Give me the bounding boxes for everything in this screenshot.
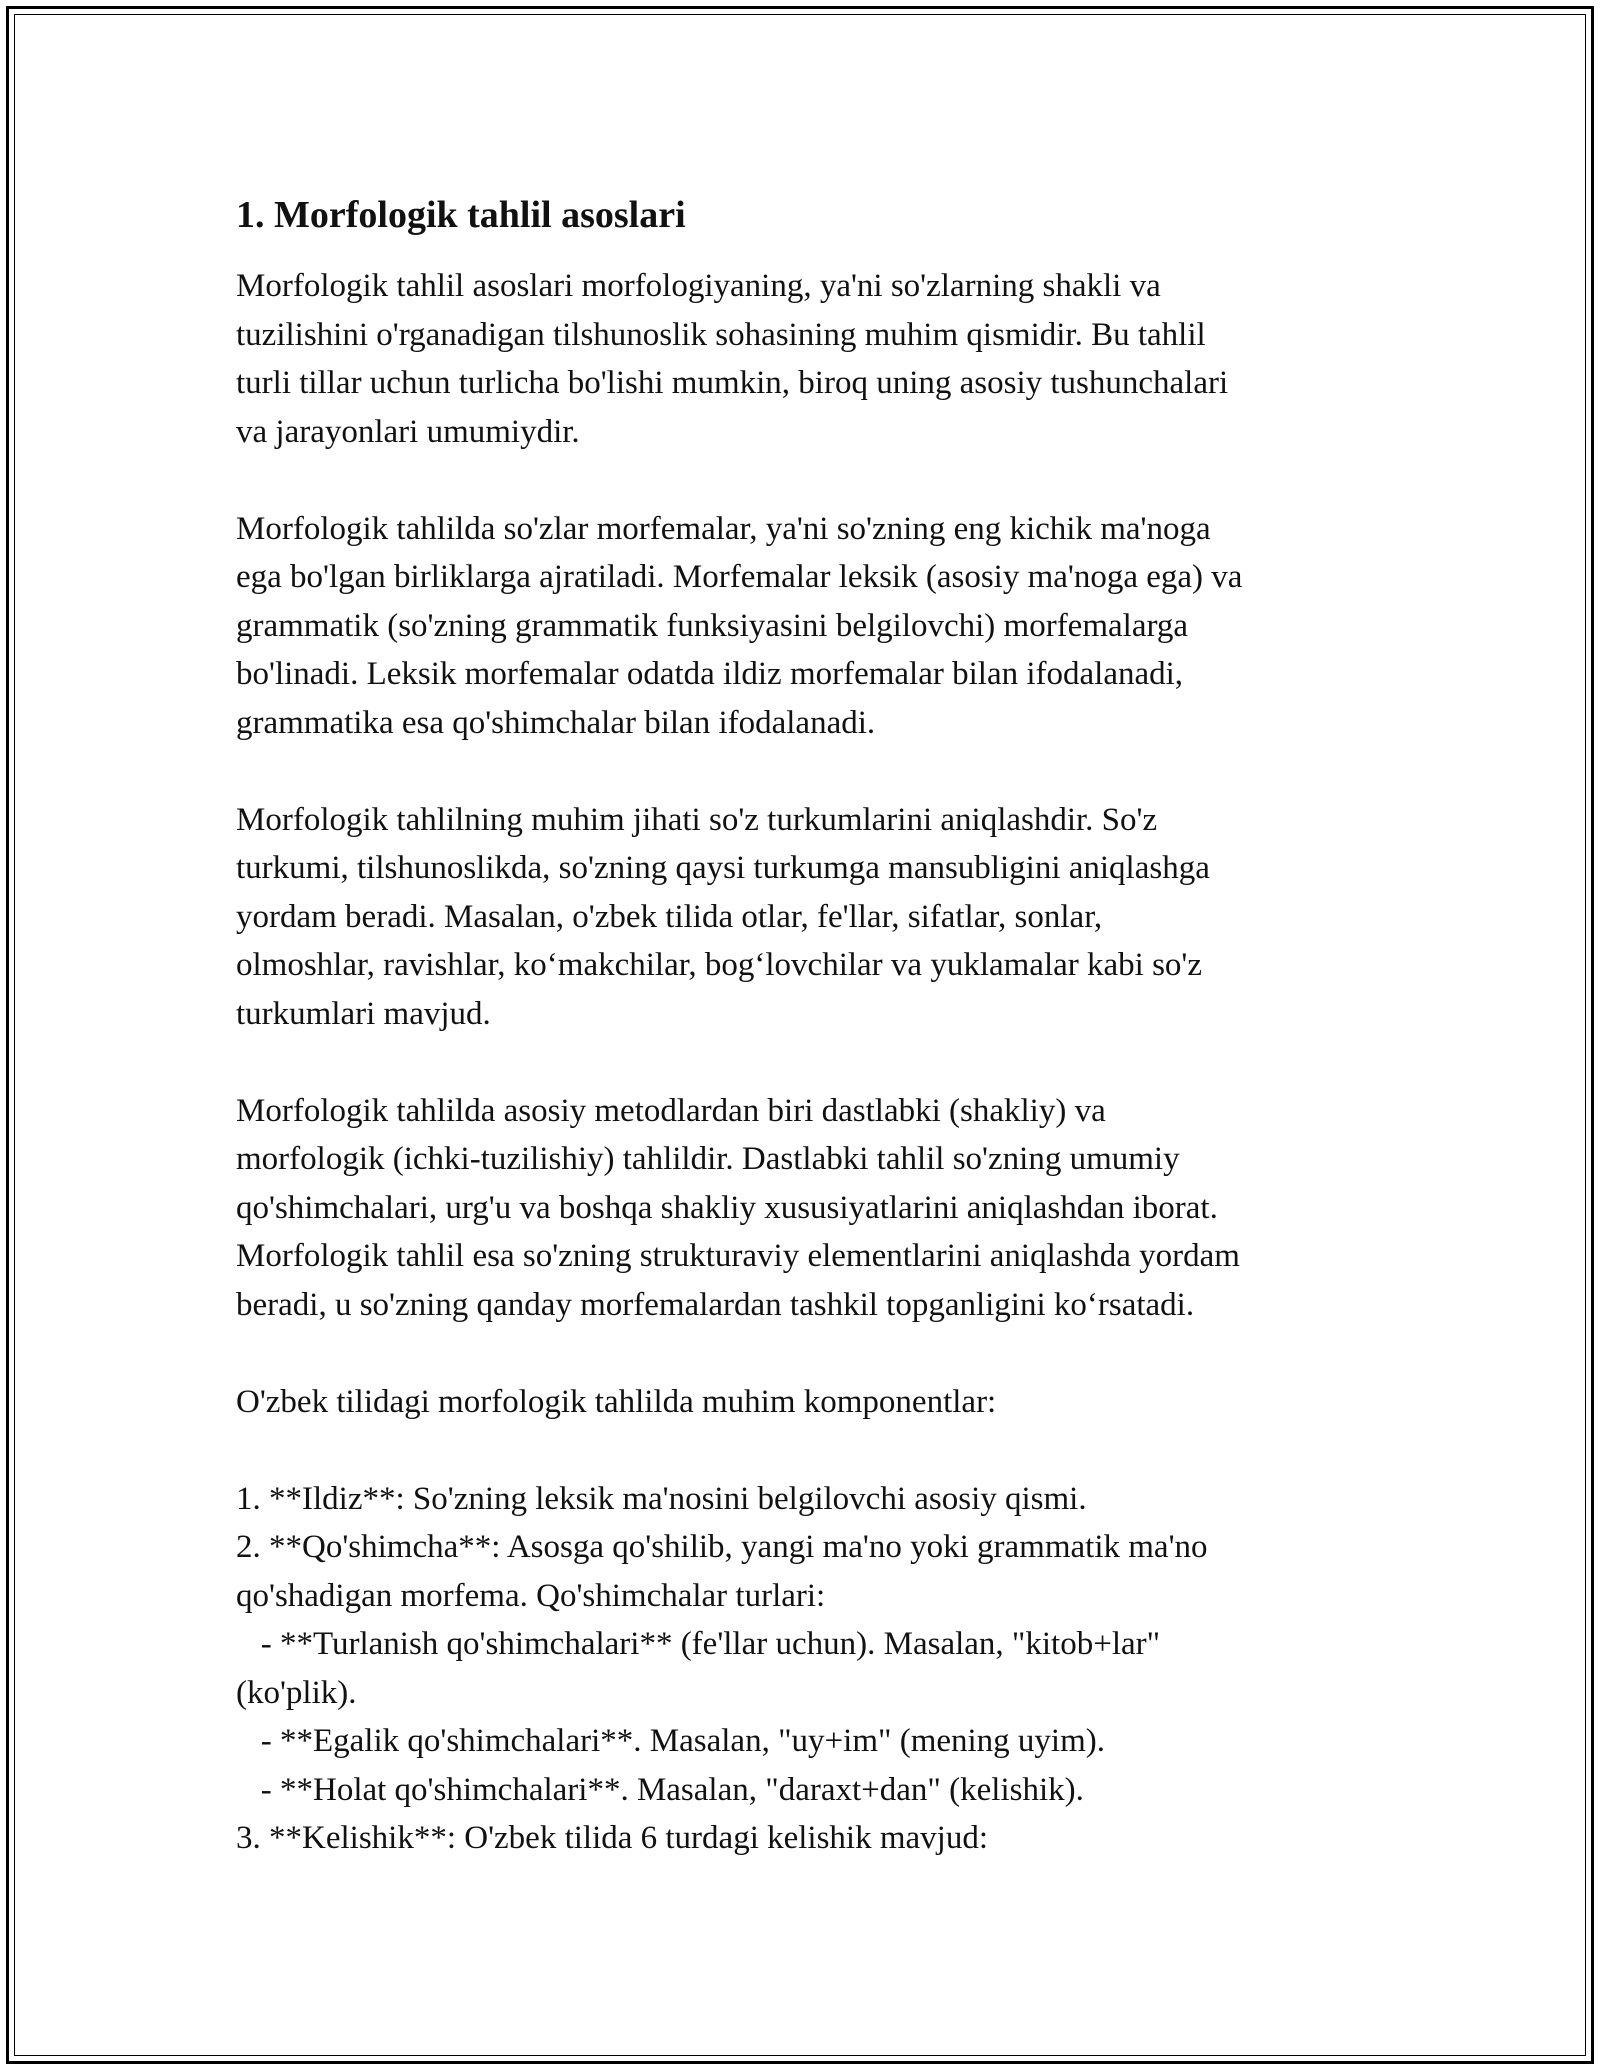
list-line: qo'shadigan morfema. Qo'shimchalar turlari:	[236, 1577, 826, 1614]
list-line: 1. **Ildiz**: So'zning leksik ma'nosini belgilovchi asosiy qismi.	[236, 1480, 1087, 1517]
paragraph-components-intro: O'zbek tilidagi morfologik tahlilda muhim komponentlar:	[236, 1383, 997, 1420]
list-line: (ko'plik).	[236, 1674, 357, 1711]
section-title: 1. Morfologik tahlil asoslari	[236, 194, 686, 236]
list-line: - **Turlanish qo'shimchalari** (fe'llar uchun). Masalan, "kitob+lar"	[236, 1626, 1161, 1662]
paragraph-methods: Morfologik tahlilda asosiy metodlardan biri dastlabki (shakliy) va morfologik (ichki-tuzilishiy) tahlildir. Dastlabki tahlil so'zning umumiy qo'shimchalari, urg'u va boshqa shakliy xususiyatlarini aniqlashdan iborat. Morfologik tahlil esa so'zning strukturaviy elementlarini aniqlashda yordam beradi, u so'zning qanday morfemalardan tashkil topganligini ko‘rsatadi.	[236, 1092, 1240, 1323]
list-line: - **Egalik qo'shimchalari**. Masalan, "uy+im" (mening uyim).	[236, 1723, 1106, 1759]
document-body	[236, 188, 1376, 1863]
list-line: 3. **Kelishik**: O'zbek tilida 6 turdagi kelishik mavjud:	[236, 1820, 989, 1856]
components-list	[236, 1475, 1376, 1863]
paragraph-word-classes: Morfologik tahlilning muhim jihati so'z turkumlarini aniqlashdir. So'z turkumi, tilshunoslikda, so'zning qaysi turkumga mansubligini aniqlashga yordam beradi. Masalan, o'zbek tilida otlar, fe'llar, sifatlar, sonlar, olmoshlar, ravishlar, ko‘makchilar, bog‘lovchilar va yuklamalar kabi so'z turkumlari mavjud.	[236, 801, 1210, 1032]
paragraph-intro: Morfologik tahlil asoslari morfologiyaning, ya'ni so'zlarning shakli va tuzilishini o'rganadigan tilshunoslik sohasining muhim qismidir. Bu tahlil turli tillar uchun turlicha bo'lishi mumkin, biroq uning asosiy tushunchalari va jarayonlari umumiydir.	[236, 268, 1229, 450]
list-line: 2. **Qo'shimcha**: Asosga qo'shilib, yangi ma'no yoki grammatik ma'no	[236, 1529, 1208, 1565]
list-line: - **Holat qo'shimchalari**. Masalan, "daraxt+dan" (kelishik).	[236, 1771, 1084, 1808]
paragraph-morphemes: Morfologik tahlilda so'zlar morfemalar, ya'ni so'zning eng kichik ma'noga ega bo'lgan birliklarga ajratiladi. Morfemalar leksik (asosiy ma'noga ega) va grammatik (so'zning grammatik funksiyasini belgilovchi) morfemalarga bo'linadi. Leksik morfemalar odatda ildiz morfemalar bilan ifodalanadi, grammatika esa qo'shimchalar bilan ifodalanadi.	[236, 510, 1243, 741]
